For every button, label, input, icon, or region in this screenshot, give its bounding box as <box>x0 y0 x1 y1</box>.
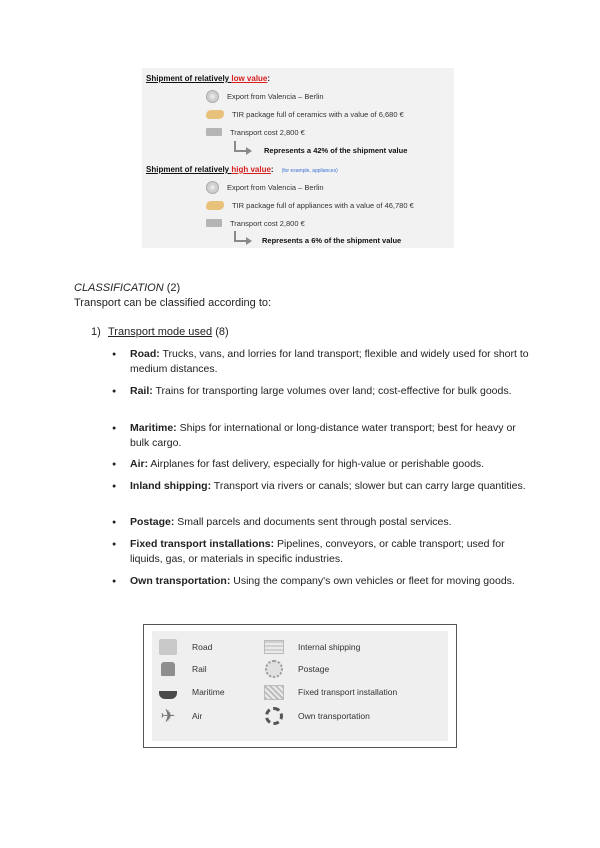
high-value-title: Shipment of relatively high value: (for example, appliances) <box>146 165 338 174</box>
legend-fixed-installation: Fixed transport installation <box>264 683 397 701</box>
transport-mode-legend <box>143 624 457 748</box>
legend-rail: Rail <box>158 660 207 678</box>
legend-postage: Postage <box>264 660 329 678</box>
high-package-row: TIR package full of appliances with a value of 46,780 € <box>206 198 414 212</box>
arrow-head-icon <box>246 237 252 245</box>
list-item-rail: ● Rail: Trains for transporting large volumes over land; cost-effective for bulk goods. <box>130 384 530 399</box>
low-cost-row: Transport cost 2,800 € <box>206 125 305 139</box>
truck-icon <box>206 219 222 227</box>
legend-air: ✈ Air <box>158 707 202 725</box>
airplane-icon: ✈ <box>160 706 176 726</box>
train-icon <box>158 660 178 678</box>
low-represents: Represents a 42% of the shipment value <box>264 146 408 155</box>
legend-road: Road <box>158 638 212 656</box>
gear-icon <box>264 707 284 725</box>
low-route-row: Export from Valencia – Berlin <box>206 89 324 103</box>
globe-icon <box>206 90 219 103</box>
high-cost-row: Transport cost 2,800 € <box>206 216 305 230</box>
legend-own-transportation: Own transportation <box>264 707 370 725</box>
legend-internal-shipping: Internal shipping <box>264 638 360 656</box>
globe-icon <box>206 181 219 194</box>
list-title: Transport mode used (8) <box>108 326 229 338</box>
low-package-row: TIR package full of ceramics with a value of 6,680 € <box>206 107 404 121</box>
truck-icon <box>158 638 178 656</box>
list-item-postage: ● Postage: Small parcels and documents sent through postal services. <box>130 515 530 530</box>
list-item-road: ● Road: Trucks, vans, and lorries for land transport; flexible and widely used for short to medium distances. <box>130 347 530 377</box>
list-item-fixed-installations: ● Fixed transport installations: Pipelines, conveyors, or cable transport; used for liquids, gas, or materials in specific industries. <box>130 537 530 567</box>
classification-heading: CLASSIFICATION (2) <box>74 282 181 294</box>
shipment-comparison-figure <box>142 68 454 248</box>
list-item-air: ● Air: Airplanes for fast delivery, especially for high-value or perishable goods. <box>130 457 530 472</box>
ship-icon <box>158 683 178 701</box>
list-item-inland-shipping: ● Inland shipping: Transport via rivers or canals; slower but can carry large quantities. <box>130 479 530 494</box>
package-hand-icon <box>206 201 224 210</box>
classification-intro: Transport can be classified according to: <box>74 297 272 309</box>
arrow-icon <box>234 231 246 242</box>
river-waves-icon <box>264 638 284 656</box>
package-hand-icon <box>206 110 224 119</box>
high-represents: Represents a 6% of the shipment value <box>262 236 402 245</box>
list-number: 1) <box>91 326 101 338</box>
list-item-own-transportation: ● Own transportation: Using the company's own vehicles or fleet for moving goods. <box>130 574 530 589</box>
pipeline-icon <box>264 683 284 701</box>
legend-maritime: Maritime <box>158 683 225 701</box>
list-item-maritime: ● Maritime: Ships for international or long-distance water transport; best for heavy or bulk cargo. <box>130 421 530 451</box>
legend-panel <box>152 631 448 741</box>
truck-icon <box>206 128 222 136</box>
low-value-title: Shipment of relatively low value: <box>146 74 271 83</box>
arrow-head-icon <box>246 147 252 155</box>
high-route-row: Export from Valencia – Berlin <box>206 180 324 194</box>
arrow-icon <box>234 141 246 152</box>
postage-stamp-icon <box>264 660 284 678</box>
high-value-note: (for example, appliances) <box>281 168 338 174</box>
